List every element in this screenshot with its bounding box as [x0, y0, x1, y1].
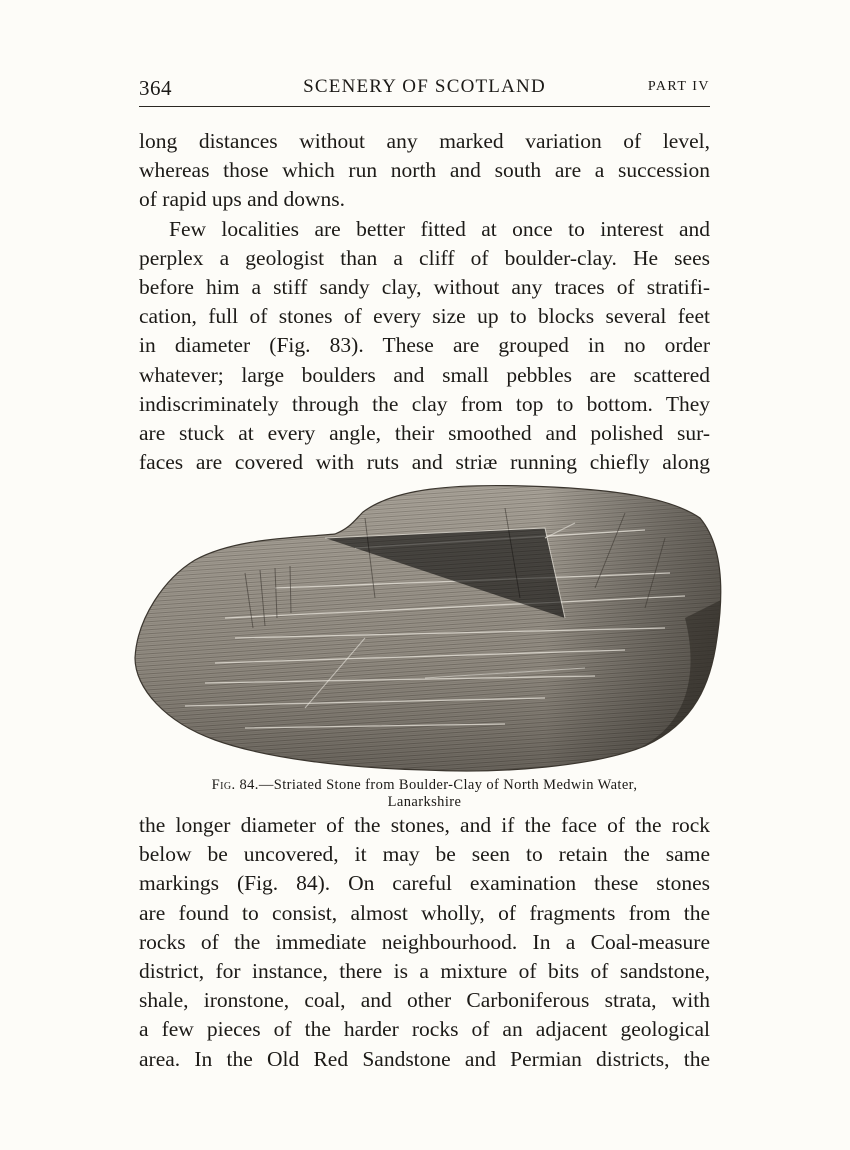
text-line: district, for instance, there is a mixture of bits of sandstone, [139, 958, 710, 983]
text-line: whatever; large boulders and small pebbles are scattered [139, 362, 710, 387]
text-line: a few pieces of the harder rocks of an adjacent geological [139, 1017, 710, 1042]
text-line: before him a stiff sandy clay, without any traces of stratifi- [139, 274, 710, 299]
text-line: are found to consist, almost wholly, of fragments from the [139, 900, 710, 925]
caption-text: —Striated Stone from Boulder-Clay of North Medwin Water, [258, 777, 638, 793]
caption-line [139, 776, 710, 794]
figure-label: Fig. 84. [211, 777, 259, 793]
text-line: long distances without any marked variation of level, [139, 129, 710, 153]
text-line: shale, ironstone, coal, and other Carboniferous strata, with [139, 988, 710, 1013]
text-line: perplex a geologist than a cliff of boulder-clay. He sees [139, 245, 710, 270]
striated-stone-illustration [125, 478, 725, 783]
part-label: PART IV [647, 79, 710, 94]
text-line: area. In the Old Red Sandstone and Permian districts, the [139, 1046, 710, 1071]
text-line: whereas those which run north and south are a succession [139, 158, 710, 183]
running-title: SCENERY OF SCOTLAND [303, 76, 546, 97]
stone-engraving [125, 478, 725, 783]
running-head [139, 76, 710, 102]
text-line: in diameter (Fig. 83). These are grouped in no order [139, 333, 710, 358]
text-line: markings (Fig. 84). On careful examination these stones [139, 871, 710, 896]
figure-caption [139, 776, 710, 811]
text-line: are stuck at every angle, their smoothed and polished sur- [139, 420, 710, 445]
text-line: the longer diameter of the stones, and if the face of the rock [139, 813, 710, 837]
caption-line: Lanarkshire [387, 794, 462, 810]
text-line: indiscriminately through the clay from top to bottom. They [139, 391, 710, 416]
body-text-top [139, 127, 710, 477]
text-line: of rapid ups and downs. [139, 187, 346, 212]
text-line: rocks of the immediate neighbourhood. In a Coal-measure [139, 929, 710, 954]
paragraph-start: Few localities are better fitted at once to interest and [169, 216, 710, 241]
text-line: below be uncovered, it may be seen to retain the same [139, 842, 710, 867]
body-text-bottom [139, 811, 710, 1074]
header-rule [139, 106, 710, 107]
page-number: 364 [139, 76, 172, 100]
text-line: cation, full of stones of every size up to blocks several feet [139, 304, 710, 329]
text-line: faces are covered with ruts and striæ running chiefly along [139, 450, 710, 475]
